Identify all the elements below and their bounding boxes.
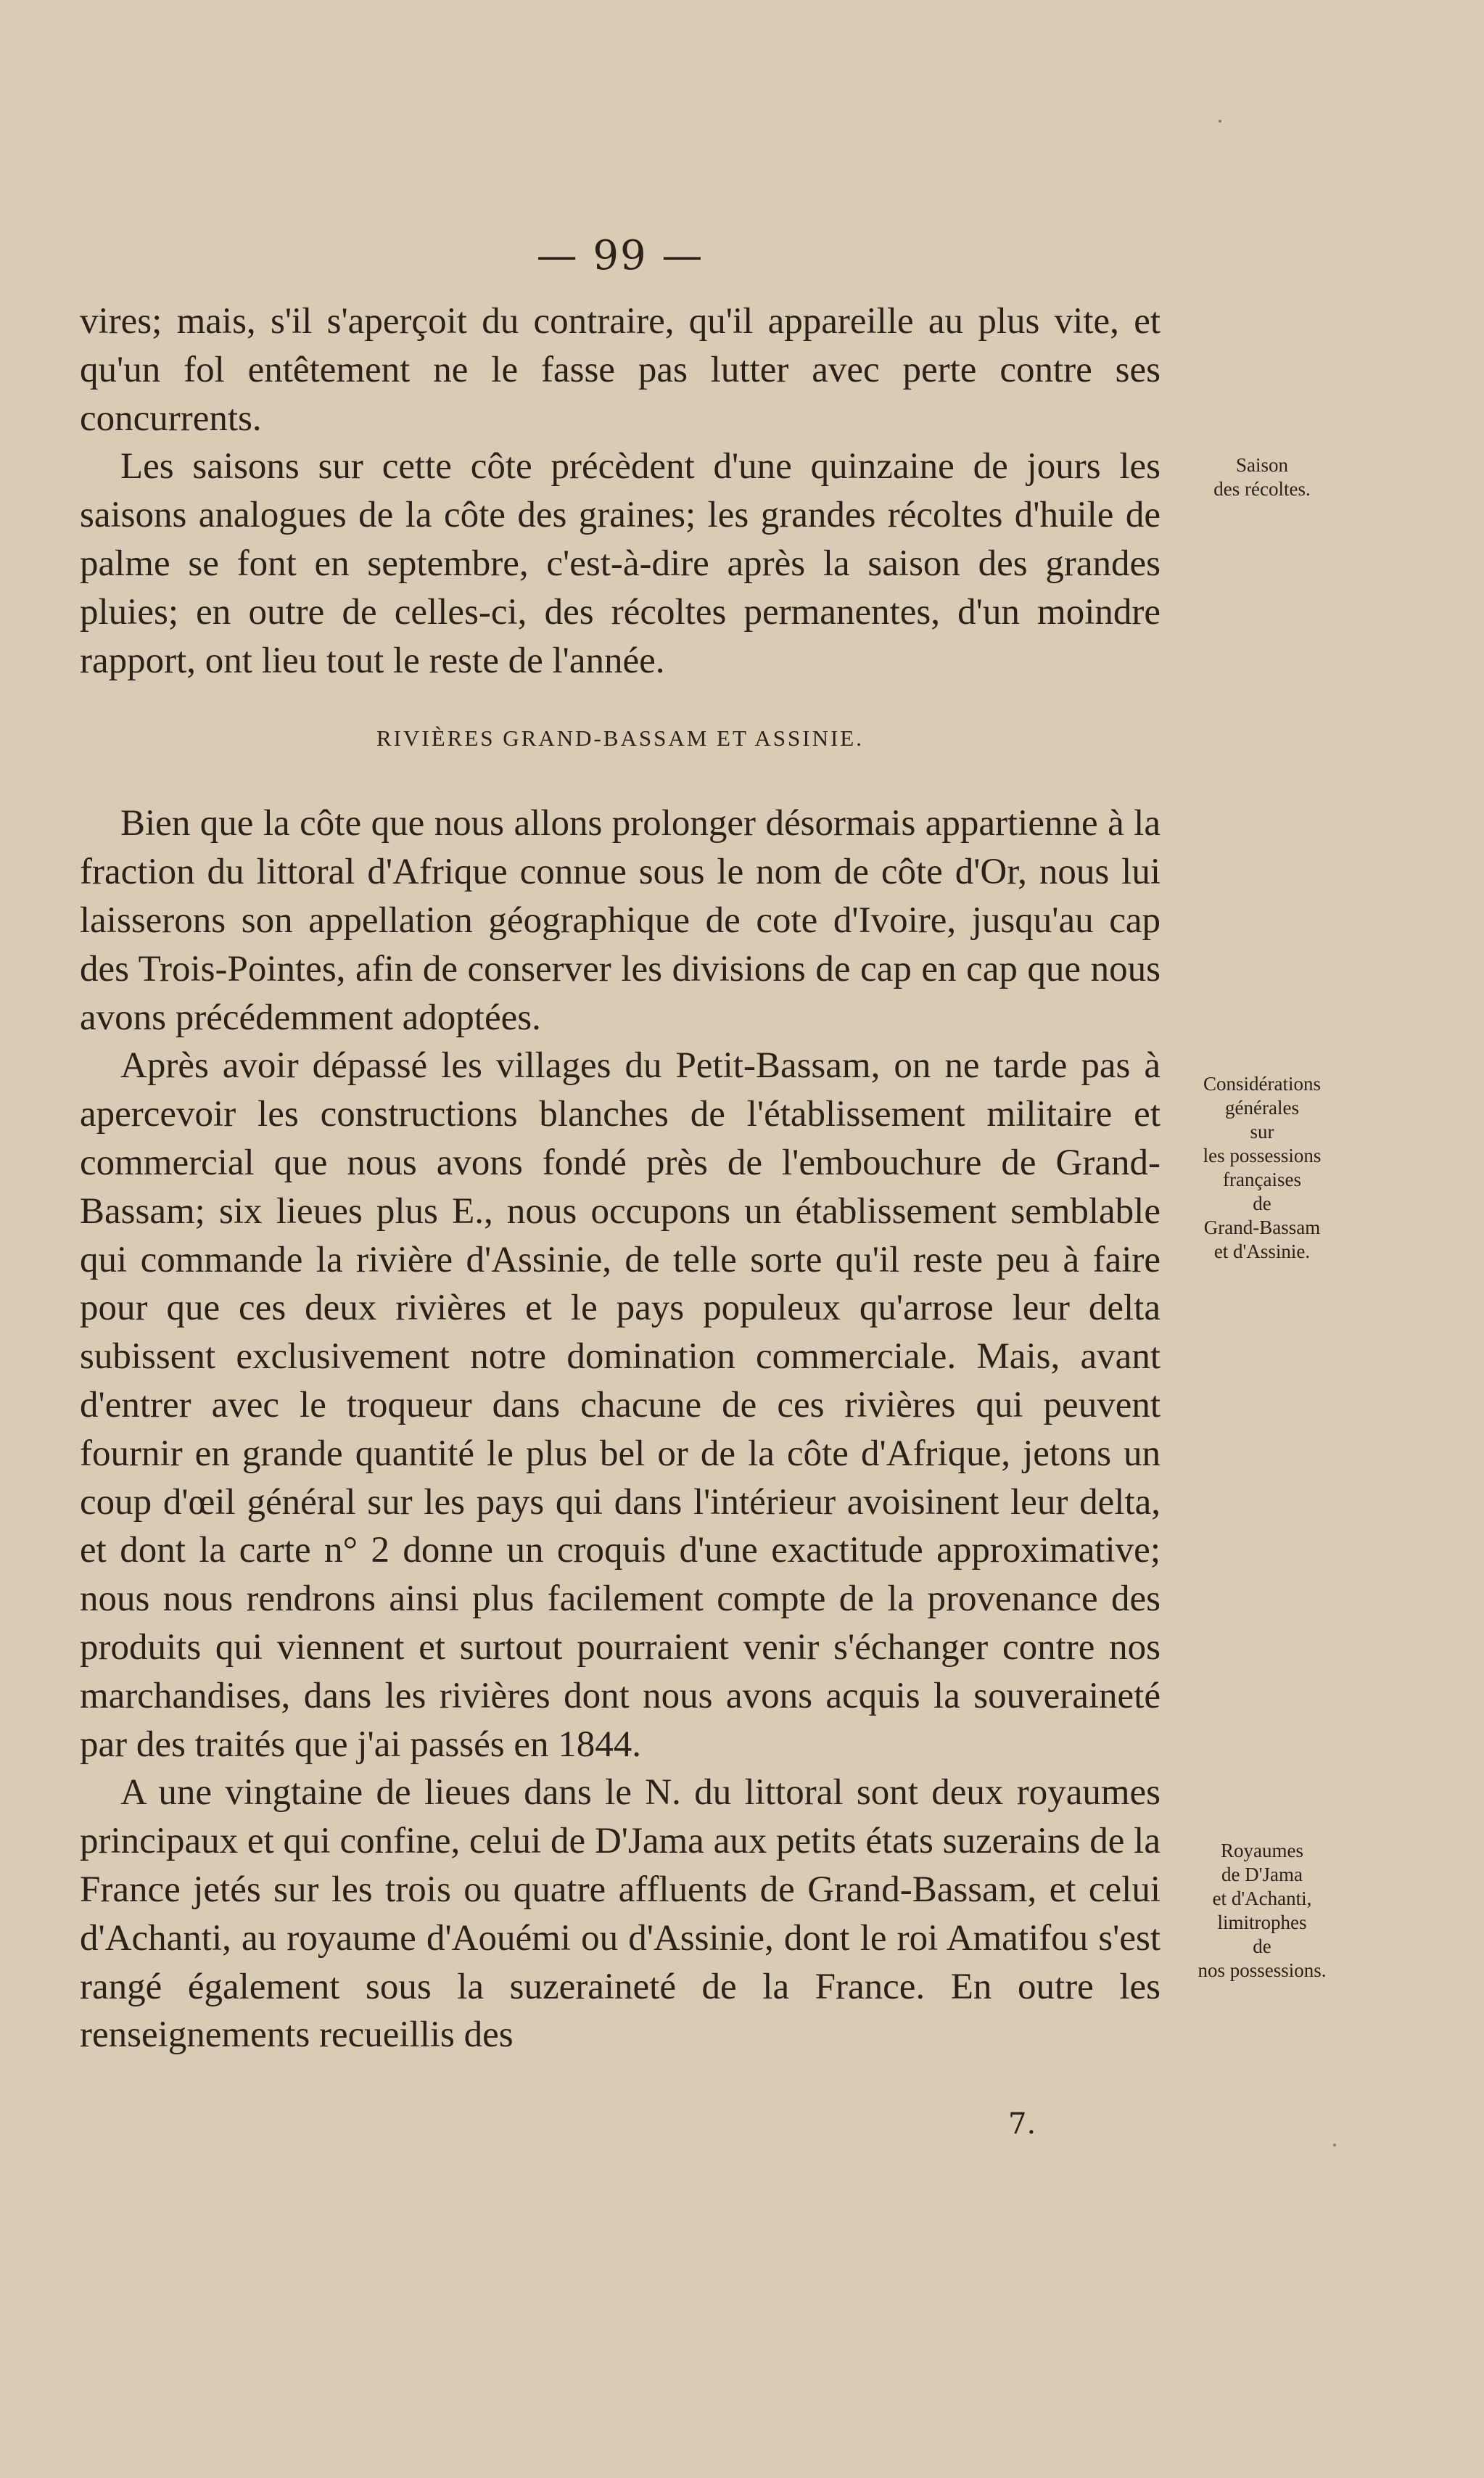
page-number: — 99 — (536, 232, 704, 279)
paragraph-continuation: vires; mais, s'il s'aperçoit du contraire, qu'il appareille au plus vite, et qu'un fol entêtement ne le fasse pas lutter avec perte contre ses concurrents. (80, 301, 1161, 439)
margin-note-line: Royaumes (1221, 1840, 1303, 1861)
paper-speck (1219, 120, 1221, 123)
section-title: RIVIÈRES GRAND-BASSAM ET ASSINIE. (376, 725, 864, 752)
margin-note-line: limitrophes (1217, 1911, 1307, 1933)
margin-note-line: françaises (1223, 1169, 1301, 1190)
margin-note-line: Grand-Bassam (1203, 1217, 1321, 1238)
paragraph-seasons: Les saisons sur cette côte précèdent d'une quinzaine de jours les saisons analogues de la côte des graines; les grandes récoltes d'huile de palme se font en septembre, c'est-à-dire après la saison des grandes pluies; en outre de celles-ci, des récoltes permanentes, d'un moindre rapport, ont lieu tout le reste de l'année. (80, 446, 1161, 681)
margin-note-line: et d'Achanti, (1212, 1888, 1312, 1909)
margin-note-line: de (1253, 1193, 1271, 1214)
margin-note-line: nos possessions. (1197, 1959, 1327, 1981)
margin-note-line: Considérations (1203, 1073, 1321, 1095)
margin-note-line: les possessions (1203, 1145, 1322, 1166)
margin-note-kingdoms (1168, 1839, 1356, 1983)
margin-note-line: et d'Assinie. (1213, 1240, 1311, 1262)
paragraph-kingdoms: A une vingtaine de lieues dans le N. du littoral sont deux royaumes principaux et qui confine, celui de D'Jama aux petits états suzerains de la France jetés sur les trois ou quatre affluents de Grand-Bassam, et celui d'Achanti, au royaume d'Aouémi ou d'Assinie, dont le roi Amatifou s'est rangé également sous la suzeraineté de la France. En outre les renseignements recueillis des (80, 1772, 1161, 2056)
paragraph-petit-bassam: Après avoir dépassé les villages du Petit-Bassam, on ne tarde pas à apercevoir les constructions blanches de l'établissement militaire et commercial que nous avons fondé près de l'embouchure de Grand-Bassam; six lieues plus E., nous occupons un établissement semblable qui commande la rivière d'Assinie, de telle sorte qu'il reste peu à faire pour que ces deux rivières et le pays populeux qu'arrose leur delta subissent exclusivement notre domination commerciale. Mais, avant d'entrer avec le troqueur dans chacune de ces rivières qui peuvent fournir en grande quantité le plus bel or de la côte d'Afrique, jetons un coup d'œil général sur les pays qui dans l'intérieur avoisinent leur delta, et dont la carte n° 2 donne un croquis d'une exactitude approximative; nous nous rendrons ainsi plus facilement compte de la provenance des produits qui viennent et surtout pourraient venir s'échanger contre nos marchandises, dans les rivières dont nous avons acquis la souveraineté par des traités que j'ai passés en 1844. (80, 1045, 1161, 1765)
paragraph-ivory-coast: Bien que la côte que nous allons prolonger désormais appartienne à la fraction du littoral d'Afrique connue sous le nom de côte d'Or, nous lui laisserons son appellation géographique de cote d'Ivoire, jusqu'au cap des Trois-Pointes, afin de conserver les divisions de cap en cap que nous avons précédemment adoptées. (80, 803, 1161, 1038)
margin-note-line: sur (1250, 1121, 1274, 1143)
margin-note-line: des récoltes. (1213, 478, 1311, 500)
margin-note-line: générales (1225, 1097, 1299, 1119)
main-text (80, 297, 1161, 2059)
signature-mark: 7. (1008, 2107, 1036, 2141)
margin-note-line: de D'Jama (1221, 1864, 1303, 1885)
margin-note-considerations (1168, 1072, 1356, 1264)
margin-note-line: Saison (1235, 454, 1288, 476)
paper-speck (1333, 2144, 1336, 2146)
margin-note-line: de (1253, 1935, 1271, 1957)
margin-note-seasons (1168, 453, 1356, 501)
